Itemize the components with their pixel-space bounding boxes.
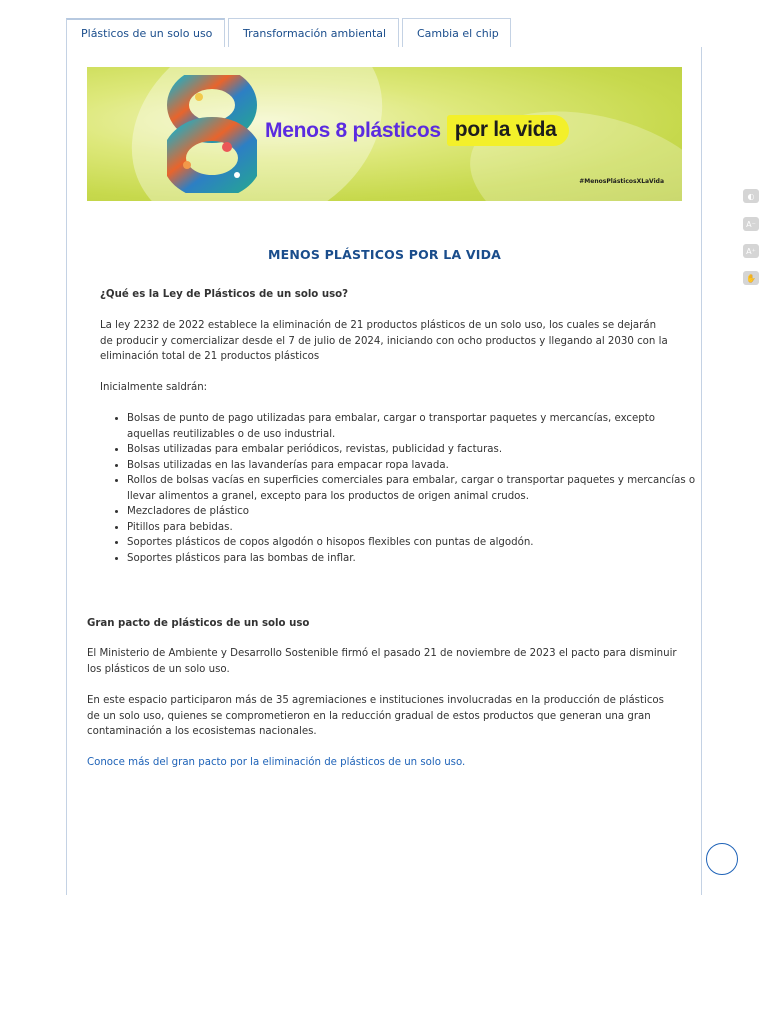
- banner-hashtag: #MenosPlásticosXLaVida: [579, 178, 664, 185]
- law-question: ¿Qué es la Ley de Plásticos de un solo uso?: [100, 289, 349, 300]
- list-item: • Pitillos para bebidas.: [127, 520, 697, 536]
- initially-label: Inicialmente saldrán:: [100, 382, 208, 393]
- floating-circle-button[interactable]: [706, 843, 738, 875]
- font-decrease-icon[interactable]: A⁻: [743, 217, 759, 231]
- banner-title-highlight: por la vida: [447, 115, 569, 146]
- list-item: • Mezcladores de plástico: [127, 504, 697, 520]
- list-item: • Bolsas de punto de pago utilizadas para embalar, cargar o transportar paquetes y mercancías, excepto aquellas reutilizables o de uso industrial.: [127, 411, 697, 442]
- section-title: MENOS PLÁSTICOS POR LA VIDA: [267, 247, 502, 262]
- pact-paragraph-2: En este espacio participaron más de 35 agremiaciones e instituciones involucradas en la producción de plásticos de un solo uso, quienes se comprometieron en la reducción gradual de estos productos que generan una gran contaminación a los ecosistemas nacionales.: [87, 695, 664, 737]
- pact-paragraph-1: El Ministerio de Ambiente y Desarrollo Sostenible firmó el pasado 21 de noviembre de 2023 el pacto para disminuir los plásticos de un solo uso.: [87, 648, 677, 675]
- list-item: • Soportes plásticos para las bombas de inflar.: [127, 551, 697, 567]
- tab-cambia-el-chip[interactable]: Cambia el chip: [402, 18, 511, 47]
- list-item: • Soportes plásticos de copos algodón o hisopos flexibles con puntas de algodón.: [127, 535, 697, 551]
- tab-plasticos-un-solo-uso[interactable]: Plásticos de un solo uso: [66, 18, 225, 47]
- tab-bar: [66, 18, 511, 47]
- banner-title-main: Menos 8 plásticos: [265, 118, 441, 142]
- contrast-icon[interactable]: ◐: [743, 189, 759, 203]
- tab-transformacion-ambiental[interactable]: Transformación ambiental: [228, 18, 399, 47]
- pact-heading: Gran pacto de plásticos de un solo uso: [87, 618, 310, 629]
- sign-language-icon[interactable]: ✋: [743, 271, 759, 285]
- law-paragraph: La ley 2232 de 2022 establece la eliminación de 21 productos plásticos de un solo uso, los cuales se dejarán de producir y comercializar desde el 7 de julio de 2024, iniciando con ocho productos y llegando al 2030 con la eliminación total de 21 productos plásticos: [100, 320, 668, 362]
- products-list: [100, 411, 697, 566]
- list-item: • Bolsas utilizadas para embalar periódicos, revistas, publicidad y facturas.: [127, 442, 697, 458]
- pact-more-link[interactable]: Conoce más del gran pacto por la eliminación de plásticos de un solo uso.: [87, 757, 466, 768]
- list-item: • Bolsas utilizadas en las lavanderías para empacar ropa lavada.: [127, 458, 697, 474]
- number-eight-graphic: [167, 75, 257, 193]
- font-increase-icon[interactable]: A⁺: [743, 244, 759, 258]
- banner-title: [265, 115, 569, 146]
- campaign-banner: [87, 67, 682, 201]
- list-item: • Rollos de bolsas vacías en superficies comerciales para embalar, cargar o transportar paquetes y mercancías o llevar alimentos a granel, excepto para los productos de origen animal crudos.: [127, 473, 697, 504]
